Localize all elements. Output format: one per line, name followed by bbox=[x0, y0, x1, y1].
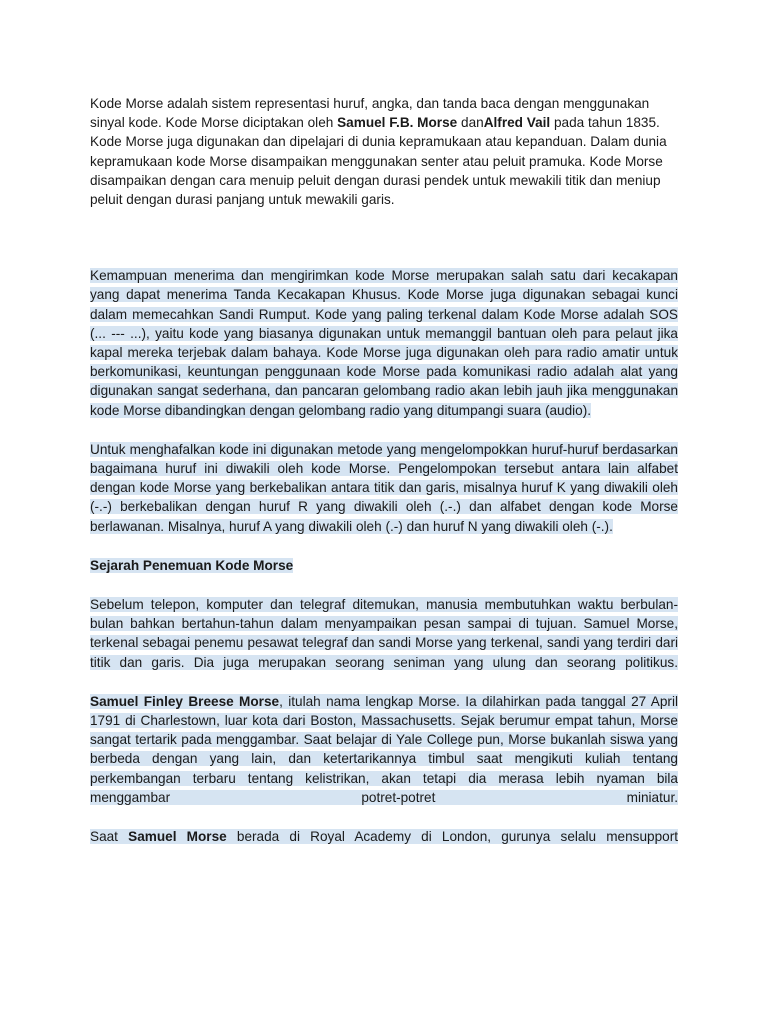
intro-bold-alfred: Alfred Vail bbox=[483, 115, 551, 131]
spacer bbox=[90, 807, 678, 827]
spacer bbox=[90, 672, 678, 692]
menghafalkan-text: Untuk menghafalkan kode ini digunakan metode yang mengelompokkan huruf-huruf berdasarkan bagaimana huruf ini diwakili oleh kode Morse. Pengelompokan tersebut antara lain alfabet dengan kode Morse yang berkebalikan antara titik dan garis, misalnya huruf K yang diwakili oleh (-.-) berkebalikan dengan huruf R yang diwakili oleh (.-.) dan alfabet dengan kode Morse berlawanan. Misalnya, huruf A yang diwakili oleh (.-) dan huruf N yang diwakili oleh (-.). bbox=[90, 441, 678, 534]
intro-text-1: Kode Morse adalah sistem representasi huruf, angka, dan tanda baca dengan menggunakan sinyal kode. Kode Morse diciptakan oleh bbox=[90, 96, 650, 131]
saat-bold-samuel: Samuel Morse bbox=[128, 829, 227, 845]
spacer bbox=[90, 536, 678, 556]
paragraph-samuel-finley bbox=[90, 692, 678, 807]
spacer bbox=[90, 209, 678, 266]
intro-text-3: pada tahun 1835. Kode Morse juga digunakan dan dipelajari di dunia kepramukaan atau kepanduan. Dalam dunia kepramukaan kode Morse disampaikan menggunakan senter atau peluit pramuka. Kode Morse disampaikan dengan cara menuip peluit dengan durasi pendek untuk mewakili titik dan meniup peluit dengan durasi panjang untuk mewakili garis. bbox=[90, 115, 667, 208]
paragraph-saat bbox=[90, 827, 678, 846]
paragraph-menghafalkan bbox=[90, 440, 678, 536]
document-page bbox=[90, 94, 678, 846]
section-heading bbox=[90, 556, 678, 575]
spacer bbox=[90, 420, 678, 440]
paragraph-sebelum bbox=[90, 595, 678, 672]
intro-text-2: dan bbox=[457, 115, 484, 131]
paragraph-kemampuan bbox=[90, 266, 678, 420]
samuel-finley-text: , itulah nama lengkap Morse. Ia dilahirkan pada tanggal 27 April 1791 di Charlestown, luar kota dari Boston, Massachusetts. Sejak berumur empat tahun, Morse sangat tertarik pada menggambar. Saat belajar di Yale College pun, Morse bukanlah siswa yang berbeda dengan yang lain, dan ketertarikannya timbul saat mengikuti kuliah tentang perkembangan terbaru tentang kelistrikan, akan tetapi dia merasa lebih nyaman bila menggambar potret-potret miniatur. bbox=[90, 693, 678, 805]
intro-bold-samuel: Samuel F.B. Morse bbox=[337, 115, 458, 131]
sebelum-text: Sebelum telepon, komputer dan telegraf ditemukan, manusia membutuhkan waktu berbulan-bulan bahkan bertahun-tahun dalam menyampaikan pesan sampai di tujuan. Samuel Morse, terkenal sebagai penemu pesawat telegraf dan sandi Morse yang terkenal, sandi yang terdiri dari titik dan garis. Dia juga merupakan seorang seniman yang ulung dan seorang politikus. bbox=[90, 597, 678, 670]
paragraph-intro bbox=[90, 94, 680, 209]
saat-text-1: Saat bbox=[90, 829, 129, 845]
kemampuan-text: Kemampuan menerima dan mengirimkan kode Morse merupakan salah satu dari kecakapan yang dapat menerima Tanda Kecakapan Khusus. Kode Morse juga digunakan sebagai kunci dalam memecahkan Sandi Rumput. Kode yang paling terkenal dalam Kode Morse adalah SOS (... --- ...), yaitu kode yang biasanya digunakan untuk memanggil bantuan oleh para pelaut jika kapal mereka terjebak dalam bahaya. Kode Morse juga digunakan oleh para radio amatir untuk berkomunikasi, keuntungan penggunaan kode Morse pada komunikasi radio adalah alat yang digunakan sangat sederhana, dan pancaran gelombang radio akan lebih jauh jika menggunakan kode Morse dibandingkan dengan gelombang radio yang ditumpangi suara (audio). bbox=[90, 268, 678, 418]
spacer bbox=[90, 575, 678, 595]
section-heading-text: Sejarah Penemuan Kode Morse bbox=[90, 557, 294, 573]
saat-text-2: berada di Royal Academy di London, gurunya selalu mensupport bbox=[226, 829, 678, 845]
samuel-finley-bold: Samuel Finley Breese Morse bbox=[90, 693, 280, 709]
